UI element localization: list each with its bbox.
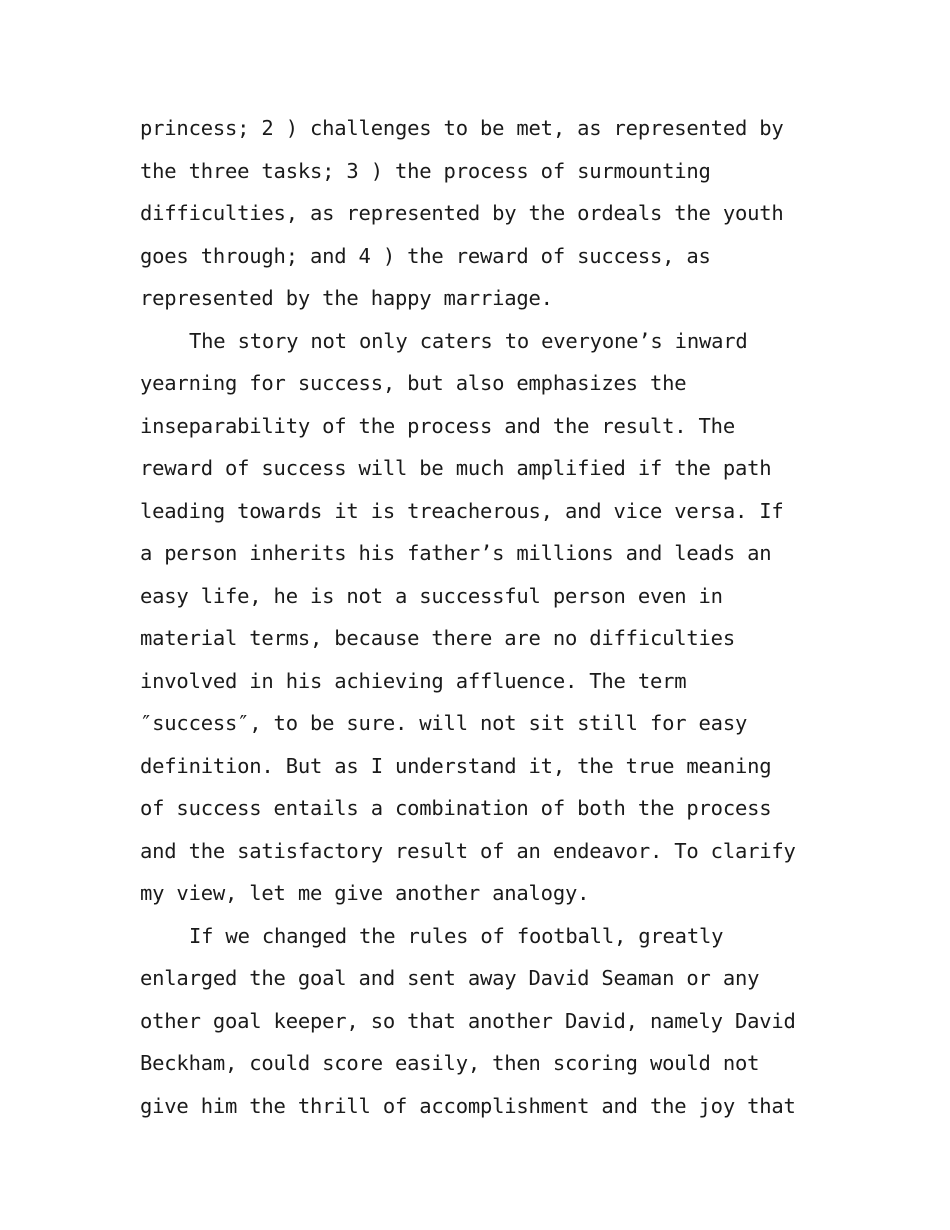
text-line: definition. But as I understand it, the true meaning xyxy=(140,753,772,778)
text-line: my view, let me give another analogy. xyxy=(140,881,590,905)
text-line: leading towards it is treacherous, and vice versa. If xyxy=(140,498,784,523)
document-body xyxy=(140,107,830,1127)
text-line: princess; 2 ) challenges to be met, as represented by xyxy=(140,116,784,140)
text-line: material terms, because there are no difficulties xyxy=(140,626,735,650)
text-line: represented by the happy marriage. xyxy=(140,286,553,310)
text-line: of success entails a combination of both the process xyxy=(140,796,772,820)
text-line: involved in his achieving affluence. The term xyxy=(140,668,687,693)
text-line: ″success″, to be sure. will not sit still for easy xyxy=(140,711,748,735)
paragraph-3 xyxy=(140,915,830,1128)
text-line: the three tasks; 3 ) the process of surmounting xyxy=(140,158,711,183)
text-line: easy life, he is not a successful person even in xyxy=(140,583,723,608)
text-line: inseparability of the process and the result. The xyxy=(140,413,735,438)
text-line: difficulties, as represented by the ordeals the youth xyxy=(140,201,784,225)
text-line: enlarged the goal and sent away David Seaman or any xyxy=(140,966,760,990)
text-line: other goal keeper, so that another David, namely David xyxy=(140,1008,796,1033)
text-line: give him the thrill of accomplishment and the joy that xyxy=(140,1093,796,1118)
text-line-indented: If we changed the rules of football, greatly xyxy=(189,923,724,948)
text-line: goes through; and 4 ) the reward of success, as xyxy=(140,243,711,268)
text-line: and the satisfactory result of an endeavor. To clarify xyxy=(140,838,796,863)
text-line: Beckham, could score easily, then scoring would not xyxy=(140,1051,760,1075)
paragraph-1 xyxy=(140,107,830,320)
text-line: yearning for success, but also emphasizes the xyxy=(140,371,687,395)
text-line: a person inherits his father’s millions and leads an xyxy=(140,541,772,565)
text-line-indented: The story not only caters to everyone’s inward xyxy=(189,328,748,353)
paragraph-2 xyxy=(140,320,830,915)
text-line: reward of success will be much amplified if the path xyxy=(140,456,772,480)
